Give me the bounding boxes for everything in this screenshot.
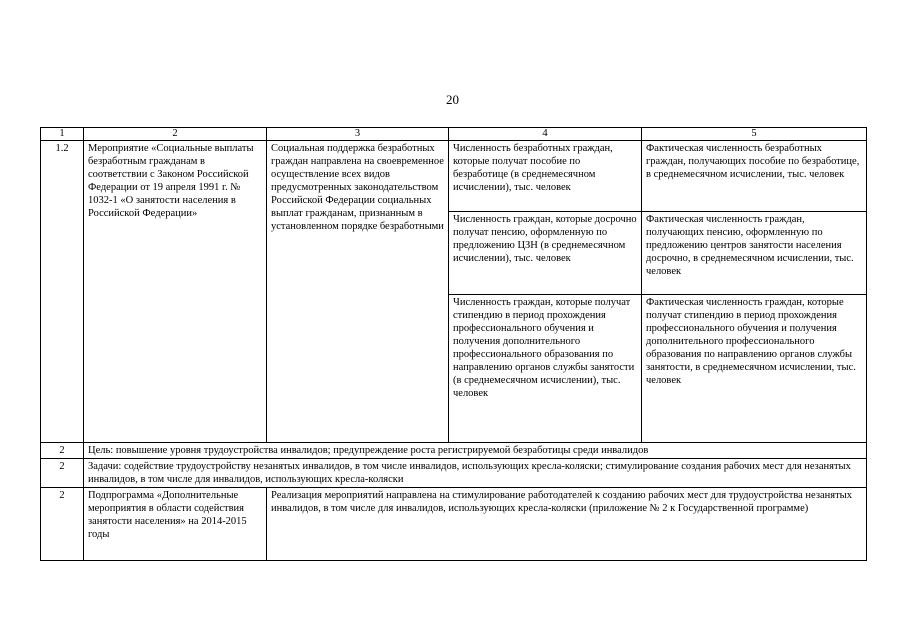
- subprogram-text: Реализация мероприятий направлена на стимулирование работодателей к созданию рабочих мест для трудоустройства незанятых инвалидов, в том числе для инвалидов, использующих кресла-коляски (приложение № 2 к Государственной программе): [267, 488, 867, 561]
- table-row: [41, 488, 867, 561]
- header-col-3: 3: [267, 128, 449, 141]
- header-col-5: 5: [642, 128, 867, 141]
- row-number: 2: [41, 443, 84, 459]
- row-number: 2: [41, 459, 84, 488]
- tasks-text: Задачи: содействие трудоустройству незанятых инвалидов, в том числе инвалидов, использующих кресла-коляски; стимулирование создания рабочих мест для незанятых инвалидов, в том числе для инвалидов, использующих кресла-коляски: [84, 459, 867, 488]
- header-col-4: 4: [449, 128, 642, 141]
- table-row: [41, 141, 867, 212]
- indicator-cell: Численность граждан, которые получат стипендию в период прохождения профессионального обучения и получения дополнительного профессионального образования по направлению органов службы занятости (в среднемесячном исчислении), тыс. человек: [449, 295, 642, 443]
- fact-cell: Фактическая численность граждан, которые получат стипендию в период прохождения профессионального обучения и получения дополнительного профессионального образования по направлению органов службы занятости, в среднемесячном исчислении, тыс. человек: [642, 295, 867, 443]
- row-number: 2: [41, 488, 84, 561]
- event-description: Социальная поддержка безработных граждан направлена на своевременное осуществление всех видов предусмотренных законодательством Российской Федерации социальных выплат гражданам, признанным в установленном порядке безработными: [267, 141, 449, 443]
- event-name: Мероприятие «Социальные выплаты безработным гражданам в соответствии с Законом Российской Федерации от 19 апреля 1991 г. № 1032-1 «О занятости населения в Российской Федерации»: [84, 141, 267, 443]
- table-header-row: [41, 128, 867, 141]
- goal-text: Цель: повышение уровня трудоустройства инвалидов; предупреждение роста регистрируемой безработицы среди инвалидов: [84, 443, 867, 459]
- program-table: [40, 127, 867, 561]
- page-number: 20: [446, 92, 459, 107]
- header-col-1: 1: [41, 128, 84, 141]
- subprogram-name: Подпрограмма «Дополнительные мероприятия в области содействия занятости населения» на 2014-2015 годы: [84, 488, 267, 561]
- header-col-2: 2: [84, 128, 267, 141]
- indicator-cell: Численность безработных граждан, которые получат пособие по безработице (в среднемесячном исчислении), тыс. человек: [449, 141, 642, 212]
- table-row: [41, 443, 867, 459]
- indicator-cell: Численность граждан, которые досрочно получат пенсию, оформленную по предложению ЦЗН (в среднемесячном исчислении), тыс. человек: [449, 212, 642, 295]
- table-row: [41, 459, 867, 488]
- row-number: 1.2: [41, 141, 84, 443]
- fact-cell: Фактическая численность граждан, получающих пенсию, оформленную по предложению центров занятости населения досрочно, в среднемесячном исчислении, тыс. человек: [642, 212, 867, 295]
- fact-cell: Фактическая численность безработных граждан, получающих пособие по безработице, в среднемесячном исчислении, тыс. человек: [642, 141, 867, 212]
